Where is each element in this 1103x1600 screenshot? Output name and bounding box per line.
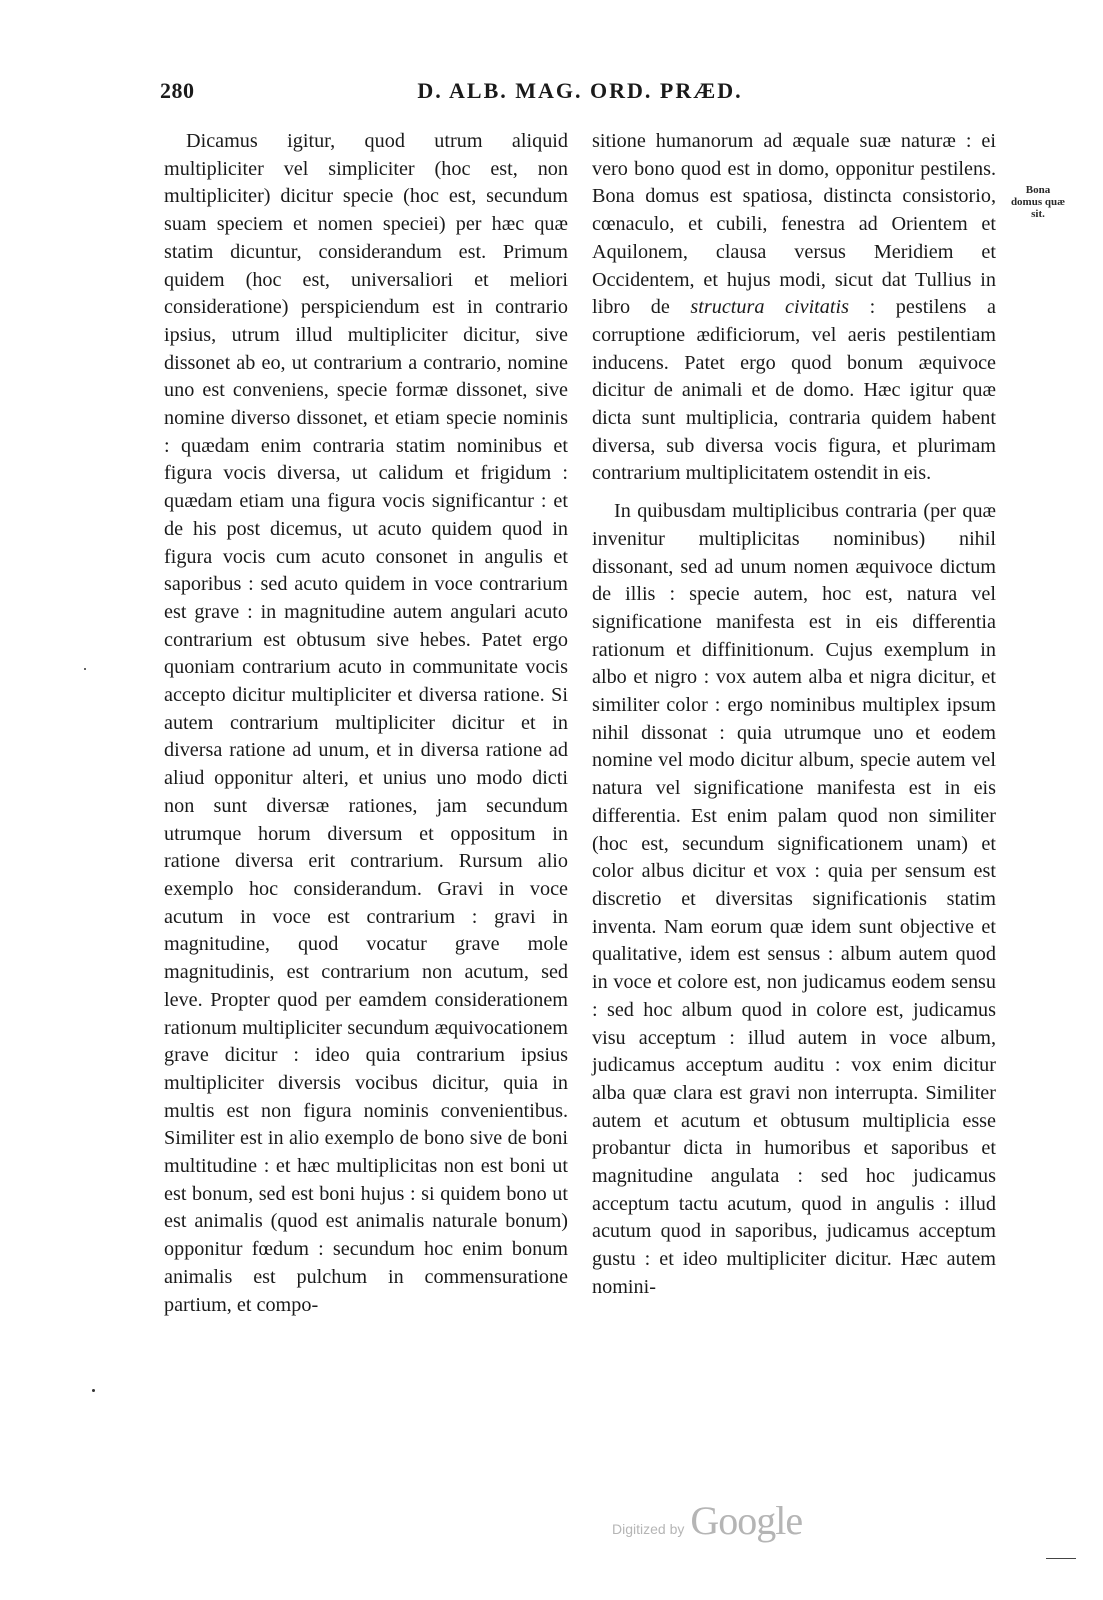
left-column bbox=[164, 128, 568, 1319]
running-head: D. ALB. MAG. ORD. PRÆD. bbox=[417, 78, 743, 103]
page-edge-mark bbox=[1046, 1558, 1076, 1559]
digitized-watermark bbox=[612, 1497, 802, 1547]
margin-note: Bona domus quæ sit. bbox=[1010, 184, 1066, 220]
right-paragraph-1-tail: : pestilens a corruptione ædificiorum, vel aeris pestilentiam inducens. Patet ergo quod bonum æquivoce dicitur de animali et de domo. Hæc igitur quæ dicta sunt multiplicia, contraria quidem habent diversa, sub diversa vocis figura, et plurimam contrarium multiplicitatem ostendit in eis. bbox=[592, 296, 997, 485]
left-paragraph-1: Dicamus igitur, quod utrum aliquid multipliciter vel simpliciter (hoc est, non multipliciter) dicitur specie (hoc est, secundum suam speciem et nomen speciei) per hæc quæ statim dicuntur, considerandum est. Primum quidem (hoc est, universaliori et meliori consideratione) perspiciendum est in contrario ipsius, utrum illud multipliciter dicitur, sive dissonet ab eo, ut contrarium a contrario, nomine uno est conveniens, specie formæ dissonet, sive nomine diverso dissonet, et etiam specie nominis : quædam enim contraria statim nominibus et figura vocis diversa, ut calidum et frigidum : quædam etiam una figura vocis significantur : et de his post dicemus, ut acuto quidem quod in figura vocis cum acuto consonet in angulis et saporibus : sed acuto quidem in voce contrarium est grave : in magnitudine autem angulari acuto contrarium est obtusum sive hebes. Patet ergo quoniam contrarium acuto in communitate vocis accepto dicitur multipliciter et diversa ratione. Si autem contrarium multipliciter dicitur et in diversa ratione ad unum, et in diversa ratione ad aliud opponitur alteri, et unius uno modo dicti non sunt diversæ rationes, jam secundum utrumque horum diversum et oppositum in ratione diversa erit contrarium. Rursum alio exemplo hoc considerandum. Gravi in voce acutum in voce est contrarium : gravi in magnitudine, quod vocatur grave mole magnitudinis, est contrarium non acutum, sed leve. Propter quod per eamdem considerationem rationum multipliciter secundum æquivocationem grave dicitur : ideo quia contrarium ipsius multipliciter diversis vocibus dicitur, quia in multis est non figura nominis convenientibus. Similiter est in alio exemplo de bono sive de boni multitudine : et hæc multiplicitas non est boni ut est bonum, sed est boni hujus : si quidem bono ut est animalis (quod est animalis naturale bonum) opponitur fœdum : secundum hoc enim bonum animalis est pulchum in commensuratione partium, et compo- bbox=[164, 130, 568, 1316]
right-paragraph-1 bbox=[592, 128, 996, 488]
right-paragraph-2: In quibusdam multiplicibus contraria (per quæ invenitur multiplicitas nominibus) nihil dissonant, sed ad unum nomen æquivoce dictum de illis : specie autem, hoc est, natura vel significatione manifesta est in eis differentia rationum et diffinitionum. Cujus exemplum in albo et nigro : vox autem alba et nigra dicitur, et similiter color : ergo nominibus multiplex ipsum nihil dissonat : quia utrumque uno et eodem nomine vel modo dicitur album, specie autem vel natura vel significatione manifesta est in eis differentia. Est enim palam quod non similiter (hoc est, secundum significationem unam) et color albus dicitur et vox : quia per sensum est discretio et diversitas significationis statim inventa. Nam eorum quæ idem sunt objective et qualitative, idem est sensus : album autem quod in voce et colore est, non judicamus eodem sensu : sed hoc album quod in colore est, judicamus visu acceptum : illud autem in voce album, judicamus acceptum auditu : vox enim dicitur alba quæ clara est gravi non interrupta. Similiter autem et acutum et obtusum multiplicia esse probantur dicta in humoribus et saporibus et magnitudine angulata : sed hoc judicamus acceptum tactu acutum, quod in angulis : illud acutum quod in saporibus, judicamus acceptum gustu : et ideo multipliciter dicitur. Hæc autem nomini- bbox=[592, 500, 996, 1298]
right-column bbox=[592, 128, 996, 1302]
scan-speck bbox=[92, 1389, 95, 1392]
italic-book-title: structura civitatis bbox=[690, 296, 849, 319]
google-logo: Google bbox=[690, 1498, 803, 1543]
scan-speck bbox=[84, 668, 86, 670]
page-number: 280 bbox=[160, 78, 195, 103]
page-header bbox=[160, 78, 1000, 114]
right-paragraph-1-text: sitione humanorum ad æquale suæ naturæ : ei vero bono quod est in domo, opponitur pestilens. Bona domus est spatiosa, distincta consistorio, cœnaculo, et cubili, fenestra ad Orientem et Aquilonem, clausa versus Meridiem et Occidentem, et hujus modi, sicut dat Tullius in libro de bbox=[592, 130, 996, 319]
watermark-prefix: Digitized by bbox=[612, 1521, 685, 1537]
